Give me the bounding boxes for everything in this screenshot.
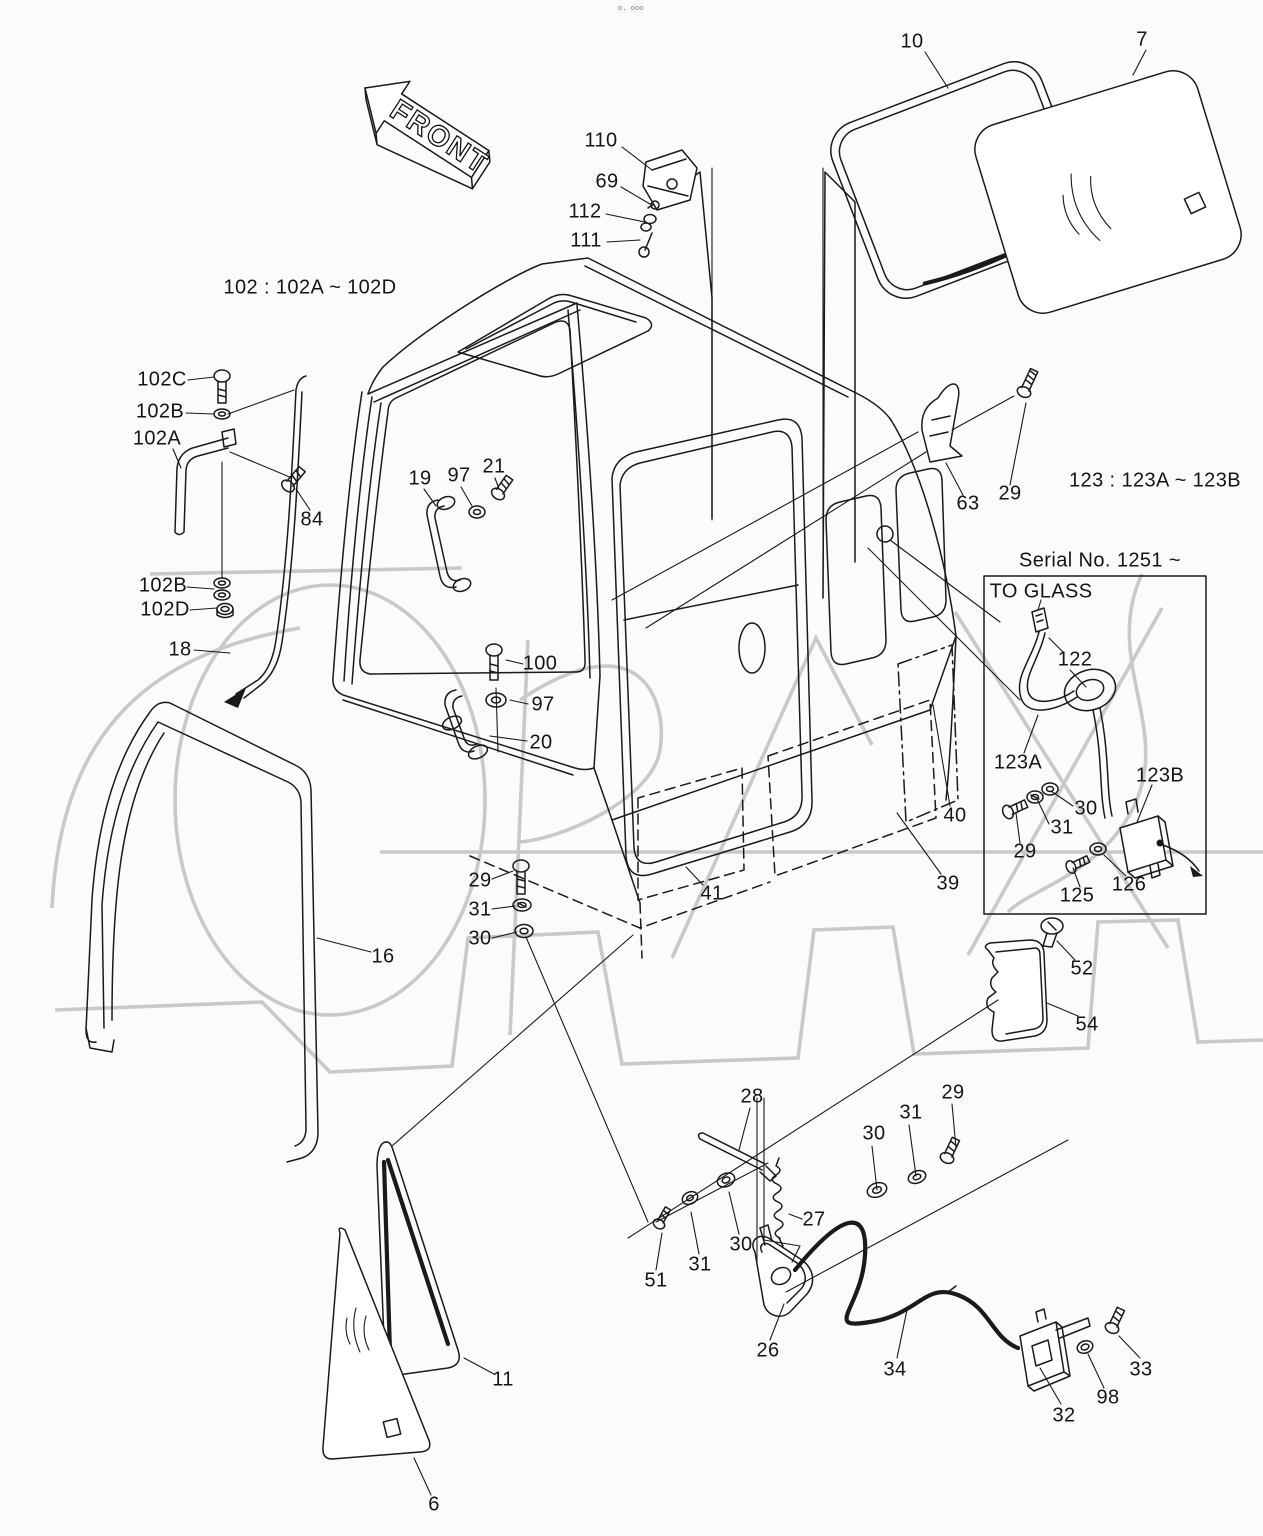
rod-18 (224, 376, 306, 708)
bolt-111-head (639, 247, 649, 257)
bolt-21 (489, 474, 515, 503)
part-label-110: 110 (584, 129, 618, 152)
part-label-16: 16 (371, 945, 395, 968)
part-label-30: 30 (468, 927, 492, 950)
door-seal-16 (86, 702, 318, 1162)
washer-31-br (906, 1168, 927, 1185)
part-label-69: 69 (595, 170, 619, 193)
part-label-10: 10 (900, 30, 924, 53)
striker-26 (753, 1225, 813, 1316)
part-label-29: 29 (998, 482, 1022, 505)
bolt-33 (1104, 1306, 1128, 1335)
cab-hidden-panels (470, 700, 936, 958)
washer-97-top (469, 506, 485, 518)
watermark-gear (55, 920, 1263, 1072)
grab-handle-19 (427, 474, 515, 594)
part-label-97: 97 (531, 693, 555, 716)
bolt-29-top (1016, 367, 1041, 399)
part-label-122: 122 (1057, 648, 1093, 671)
cover-54 (985, 918, 1063, 1041)
part-label-11: 11 (492, 1368, 514, 1391)
part-label-40: 40 (943, 804, 967, 827)
grommet-122 (1059, 663, 1121, 717)
bolt-84 (279, 465, 307, 495)
window-glass-7 (968, 64, 1247, 319)
part-label-102B: 102B (138, 574, 188, 597)
part-label-102A: 102A (132, 427, 182, 450)
washer-112a (644, 215, 656, 224)
watermark-logo (52, 568, 1263, 1072)
cab-body-outline (333, 172, 956, 903)
part-label-123B: 123B (1135, 764, 1185, 787)
front-arrow (343, 63, 503, 202)
part-label-111: 111 (570, 229, 602, 252)
panel-39 (768, 700, 936, 876)
part-label-125: 125 (1059, 884, 1095, 907)
part-label-97: 97 (447, 464, 471, 487)
bracket-32 (1020, 1309, 1090, 1391)
part-label-112: 112 (568, 200, 602, 223)
part-label-27: 27 (802, 1208, 826, 1231)
part-label-51: 51 (644, 1269, 668, 1292)
harness-123A (1019, 608, 1120, 818)
part-label-26: 26 (756, 1339, 780, 1362)
part-label-TO-GLASS: TO GLASS (989, 580, 1093, 603)
part-label-102-102A-102D: 102 : 102A ~ 102D (223, 276, 397, 299)
part-label-30: 30 (729, 1233, 753, 1256)
corner-glass-6 (323, 1228, 430, 1459)
part-label-7: 7 (1136, 28, 1148, 51)
part-label-30: 30 (862, 1122, 886, 1145)
part-label-126: 126 (1111, 873, 1147, 896)
pin-28 (699, 1133, 765, 1170)
part-label-84: 84 (300, 508, 324, 531)
washer-112b (641, 223, 651, 231)
part-label-31: 31 (468, 898, 492, 921)
part-label-102D: 102D (140, 598, 190, 621)
part-label-20: 20 (529, 731, 553, 754)
part-label-54: 54 (1075, 1013, 1099, 1036)
rod-102A (175, 438, 228, 535)
part-label-29: 29 (1013, 840, 1037, 863)
part-label-102C: 102C (137, 368, 187, 391)
part-label-30: 30 (1074, 797, 1098, 820)
part-label-39: 39 (936, 872, 960, 895)
bolt-29-br (939, 1136, 963, 1165)
bolt-100 (486, 644, 502, 680)
part-label-34: 34 (883, 1358, 907, 1381)
part-label-29: 29 (468, 869, 492, 892)
part-label-33: 33 (1129, 1358, 1153, 1381)
bolt-102C (214, 370, 230, 403)
part-label-123-123A-123B: 123 : 123A ~ 123B (1069, 469, 1241, 492)
part-label-18: 18 (168, 638, 192, 661)
part-label-19: 19 (408, 467, 432, 490)
latch-mechanism (652, 1133, 1128, 1391)
part-label-28: 28 (740, 1085, 764, 1108)
part-label-32: 32 (1052, 1404, 1076, 1427)
part-label-31: 31 (688, 1253, 712, 1276)
part-label-102B: 102B (135, 400, 185, 423)
washer-98 (1075, 1339, 1094, 1356)
mirror-group-102 (175, 370, 308, 618)
part-label-31: 31 (1050, 816, 1074, 839)
part-label-21: 21 (482, 455, 506, 478)
part-label-6: 6 (428, 1493, 440, 1516)
part-label-123A: 123A (993, 751, 1043, 774)
spring-27 (772, 1158, 783, 1246)
cable-34 (795, 1223, 1018, 1348)
leader-lines (173, 50, 1152, 1495)
part-label-41: 41 (700, 882, 724, 905)
part-label-Serial-No-1251: Serial No. 1251 ~ (1019, 549, 1181, 572)
part-label-63: 63 (956, 492, 980, 515)
part-label-98: 98 (1096, 1386, 1120, 1409)
panel-40 (898, 645, 958, 822)
part-label-52: 52 (1070, 957, 1094, 980)
part-label-100: 100 (522, 652, 558, 675)
part-label-31: 31 (899, 1101, 923, 1124)
front-arrow-label: FRONT (384, 93, 494, 181)
screw-52 (1041, 918, 1063, 947)
part-label-29: 29 (941, 1081, 965, 1104)
assembly-lines (392, 168, 1068, 1292)
washer-102B-bottom (214, 578, 230, 600)
nut-102D (217, 604, 233, 618)
to-glass-mount-hole (877, 526, 893, 542)
micro-text: o. ooo (618, 4, 644, 12)
